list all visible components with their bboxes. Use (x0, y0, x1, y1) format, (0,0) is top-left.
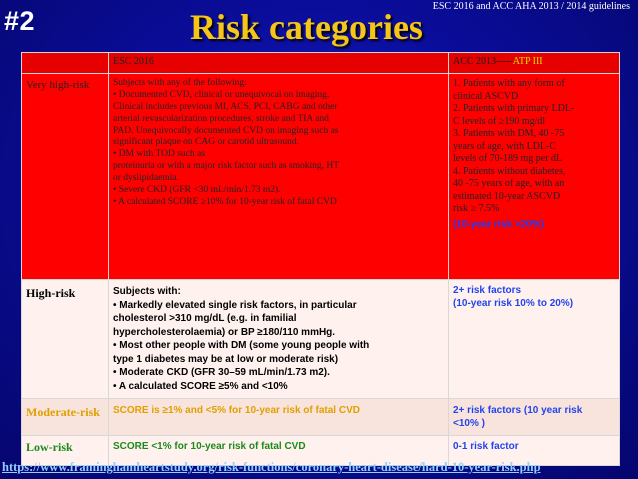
esc-line: • Most other people with DM (some young people with (113, 340, 370, 351)
table-row-moderate-risk (22, 399, 620, 436)
acc-line: 1. Patients with any form of (453, 78, 565, 89)
moderate-risk-label: Moderate-risk (22, 399, 109, 436)
guidelines-caption: ESC 2016 and ACC AHA 2013 / 2014 guidelines (432, 1, 630, 12)
esc-line: Subjects with: (113, 286, 181, 297)
very-high-risk-acc (449, 74, 620, 280)
esc-line: • A calculated SCORE ≥5% and <10% (113, 380, 288, 392)
esc-line: Subjects with any of the following: (113, 78, 247, 88)
esc-line: • Severe CKD (GFR <30 mL/min/1.73 m2). (113, 184, 281, 195)
acc-line: 4. Patients without diabetes, (453, 165, 566, 177)
very-high-risk-note: (10-year risk >20%) (453, 218, 544, 230)
table-header-row (22, 53, 620, 74)
page-title: Risk categories (190, 7, 423, 47)
header-acc-2013 (449, 53, 620, 74)
esc-line: • Markedly elevated single risk factors, in particular (113, 299, 357, 311)
esc-line: PAD. Unequivocally documented CVD on imaging such as (113, 125, 339, 136)
esc-line: Clinical includes previous MI, ACS, PCI, CABG and other (113, 101, 338, 112)
acc-line: 2. Patients with primary LDL- (453, 103, 575, 114)
esc-line: proteinuria or with a major risk factor such as smoking, HT (113, 161, 340, 172)
header-acc-prefix: ACC 2013----- (453, 56, 513, 67)
esc-line: hypercholesterolaemia) or BP ≥180/110 mmHg. (113, 326, 336, 338)
high-risk-esc (109, 280, 449, 399)
header-empty-cell (22, 53, 109, 74)
acc-line: years of age, with LDL-C (453, 140, 557, 152)
very-high-risk-esc (109, 74, 449, 280)
header-esc-2016: ESC 2016 (109, 53, 449, 74)
esc-line: type 1 diabetes may be at low or moderate risk) (113, 353, 339, 365)
acc-line: C levels of ≥190 mg/dl (453, 115, 546, 127)
very-high-risk-label: Very high-risk (22, 74, 109, 280)
acc-line: 2+ risk factors (10 year risk (453, 405, 583, 416)
esc-line: arterial revascularization procedures, stroke and TIA and (113, 113, 329, 124)
low-risk-label: Low-risk (22, 436, 109, 466)
esc-line: or dyslipidaemia. (113, 173, 179, 183)
esc-line: cholesterol >310 mg/dL (e.g. in familial (113, 313, 297, 324)
acc-line: (10-year risk 10% to 20%) (453, 297, 574, 309)
acc-line: 2+ risk factors (453, 285, 522, 296)
acc-line: levels of 70-189 mg per dL (453, 153, 563, 164)
acc-line: estimated 10-year ASCVD (453, 190, 561, 202)
framingham-link[interactable]: https://www.framinghamheartstudy.org/risk-functions/coronary-heart-disease/hard-10-year-risk.php (2, 460, 541, 474)
acc-line: risk ≥ 7.5% (453, 203, 500, 214)
low-risk-esc: SCORE <1% for 10-year risk of fatal CVD (109, 436, 449, 466)
esc-line: • DM with TOD such as (113, 149, 205, 160)
table-row-very-high-risk (22, 74, 620, 280)
acc-line: 40 -75 years of age, with an (453, 178, 565, 189)
risk-categories-table (21, 52, 620, 466)
high-risk-label: High-risk (22, 280, 109, 399)
acc-line: <10% ) (453, 417, 485, 429)
low-risk-acc: 0-1 risk factor (449, 436, 620, 466)
moderate-risk-acc (449, 399, 620, 436)
esc-line: • Moderate CKD (GFR 30–59 mL/min/1.73 m2). (113, 367, 330, 378)
moderate-risk-esc: SCORE is ≥1% and <5% for 10-year risk of fatal CVD (109, 399, 449, 436)
esc-line: • Documented CVD, clinical or unequivocal on imaging. (113, 89, 330, 100)
table-row-high-risk (22, 280, 620, 399)
acc-line: clinical ASCVD (453, 90, 519, 102)
esc-line: • A calculated SCORE ≥10% for 10-year risk of fatal CVD (113, 196, 337, 207)
esc-line: significant plaque on CAG or carotid ultrasound. (113, 137, 300, 148)
slide-number: #2 (4, 6, 36, 36)
header-atp-iii: ATP III (512, 56, 543, 67)
high-risk-acc (449, 280, 620, 399)
acc-line: 3. Patients with DM, 40 -75 (453, 128, 565, 139)
